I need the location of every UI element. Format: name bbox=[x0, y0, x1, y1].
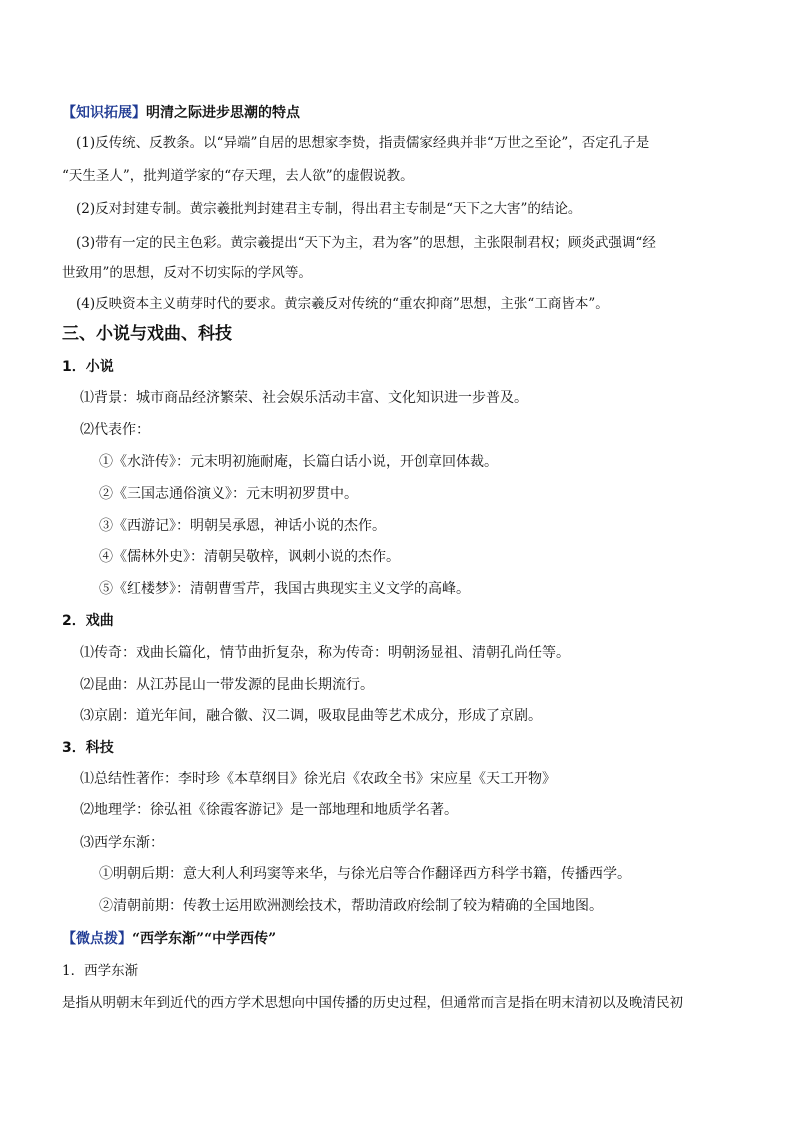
paragraph-2: (2)反对封建专制。黄宗羲批判封建君主专制，得出君主专制是“天下之大害”的结论。 bbox=[76, 201, 582, 217]
novel-heading: 1．小说 bbox=[62, 359, 114, 375]
knowledge-extension-title: 明清之际进步思潮的特点 bbox=[146, 105, 300, 121]
list-item: ⑶京剧：道光年间，融合徽、汉二调，吸取昆曲等艺术成分，形成了京剧。 bbox=[80, 708, 542, 724]
knowledge-extension-tag: 【知识拓展】 bbox=[62, 105, 146, 121]
drama-heading: 2．戏曲 bbox=[62, 613, 114, 629]
science-heading: 3．科技 bbox=[62, 740, 114, 756]
micro-tip-title: “西学东渐”“中学西传” bbox=[132, 931, 277, 947]
list-item: ②清朝前期：传教士运用欧洲测绘技术，帮助清政府绘制了较为精确的全国地图。 bbox=[99, 898, 603, 914]
list-item: ⑴传奇：戏曲长篇化，情节曲折复杂，称为传奇：明朝汤显祖、清朝孔尚任等。 bbox=[80, 645, 570, 661]
list-item: ③《西游记》：明朝吴承恩，神话小说的杰作。 bbox=[99, 518, 386, 534]
novel-background: ⑴背景：城市商品经济繁荣、社会娱乐活动丰富、文化知识进一步普及。 bbox=[80, 390, 528, 406]
science-summary: ⑴总结性著作：李时珍《本草纲目》徐光启《农政全书》宋应星《天工开物》 bbox=[80, 771, 556, 787]
science-geography: ⑵地理学：徐弘祖《徐霞客游记》是一部地理和地质学名著。 bbox=[80, 802, 458, 818]
paragraph-3a: (3)带有一定的民主色彩。黄宗羲提出“天下为主，君为客”的思想，主张限制君权；顾炎武强调“经 bbox=[76, 235, 656, 251]
paragraph-1b: “天生圣人”，批判道学家的“存天理，去人欲”的虚假说教。 bbox=[62, 168, 414, 184]
micro-tip-heading bbox=[62, 930, 276, 948]
section-heading: 三、小说与戏曲、科技 bbox=[62, 324, 232, 344]
micro-tip-tag: 【微点拨】 bbox=[62, 931, 132, 947]
list-item: ⑵昆曲：从江苏昆山一带发源的昆曲长期流行。 bbox=[80, 677, 374, 693]
list-item: ②《三国志通俗演义》：元末明初罗贯中。 bbox=[99, 486, 358, 502]
paragraph-3b: 世致用”的思想，反对不切实际的学风等。 bbox=[62, 265, 312, 281]
paragraph-1a: (1)反传统、反教条。以“异端”自居的思想家李贽，指责儒家经典并非“万世之至论”，否定孔子是 bbox=[76, 135, 650, 151]
list-item: ①《水浒传》：元末明初施耐庵，长篇白话小说，开创章回体裁。 bbox=[99, 454, 498, 470]
list-item: ⑤《红楼梦》：清朝曹雪芹，我国古典现实主义文学的高峰。 bbox=[99, 581, 470, 597]
micro-tip-subheading: 1．西学东渐 bbox=[62, 963, 139, 979]
micro-tip-text: 是指从明朝末年到近代的西方学术思想向中国传播的历史过程，但通常而言是指在明末清初以及晚清民初 bbox=[62, 995, 683, 1011]
paragraph-4: (4)反映资本主义萌芽时代的要求。黄宗羲反对传统的“重农抑商”思想，主张“工商皆本”。 bbox=[76, 296, 609, 312]
knowledge-extension-heading bbox=[62, 104, 300, 122]
list-item: ①明朝后期：意大利人利玛窦等来华，与徐光启等合作翻译西方科学书籍，传播西学。 bbox=[99, 866, 631, 882]
west-learning-label: ⑶西学东渐： bbox=[80, 835, 164, 851]
list-item: ④《儒林外史》：清朝吴敬梓，讽刺小说的杰作。 bbox=[99, 549, 400, 565]
novel-works-label: ⑵代表作： bbox=[80, 422, 150, 438]
